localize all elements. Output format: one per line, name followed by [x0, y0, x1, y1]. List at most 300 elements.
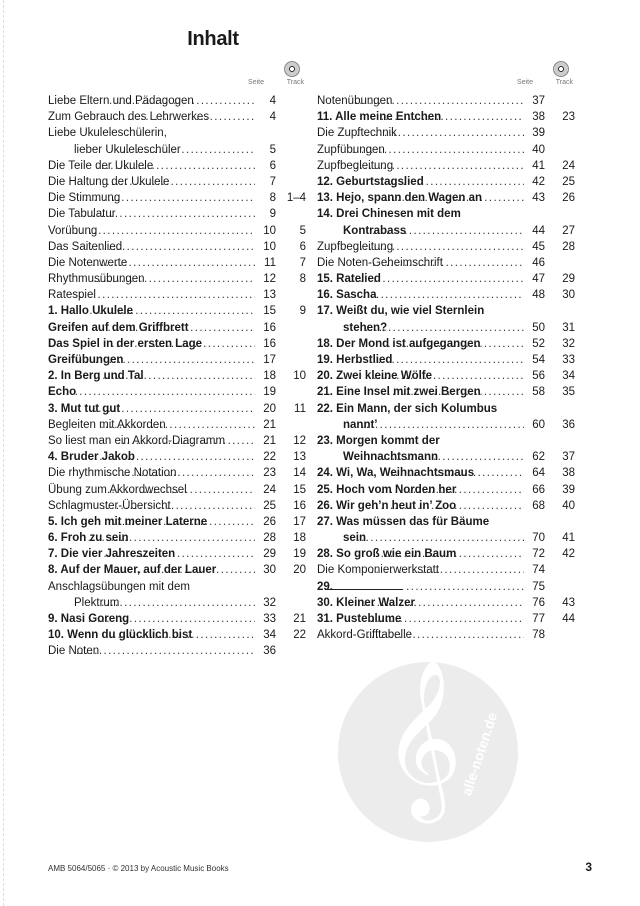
entry-track: 44 [562, 613, 575, 625]
entry-track: 24 [562, 159, 575, 172]
dot-leader [365, 320, 524, 336]
toc-entry [317, 320, 575, 336]
entry-title: 17. Weißt du, wie viel Sternlein [317, 305, 485, 318]
entry-track: 41 [562, 532, 575, 545]
toc-entry [317, 190, 575, 206]
entry-page: 39 [532, 127, 545, 140]
toc-entry [317, 287, 575, 303]
entry-title: Greifen auf dem Griffbrett [48, 321, 189, 334]
dot-leader [362, 627, 524, 643]
dot-leader [75, 223, 255, 239]
dot-leader [85, 239, 255, 255]
entry-title: 23. Morgen kommt der [317, 434, 440, 447]
toc-entry [48, 384, 306, 400]
entry-page: 36 [263, 645, 276, 658]
entry-title: Echo [48, 386, 77, 399]
entry-page: 4 [269, 95, 276, 107]
entry-title: 8. Auf der Mauer, auf der Lauer [48, 564, 217, 577]
entry-title: 9. Nasi Goreng [48, 613, 130, 625]
toc-entry [317, 449, 575, 465]
entry-track: 5 [299, 224, 306, 237]
entry-track: 20 [293, 564, 306, 577]
toc-entry [317, 336, 575, 352]
toc-entry [48, 465, 306, 481]
entry-page: 19 [263, 386, 276, 399]
entry-page: 30 [263, 564, 276, 577]
entry-title: stehen? [343, 321, 388, 334]
dot-leader [361, 417, 524, 433]
entry-title: 6. Froh zu sein [48, 532, 129, 545]
entry-title: 16. Sascha [317, 289, 377, 302]
cd-icon [553, 61, 569, 77]
entry-page: 22 [263, 451, 276, 464]
entry-track: 26 [562, 192, 575, 205]
entry-page: 28 [263, 532, 276, 545]
entry-track: 31 [562, 321, 575, 334]
page-number: 3 [585, 860, 592, 874]
dot-leader [117, 433, 255, 449]
dot-leader [355, 239, 524, 255]
entry-track: 43 [562, 596, 575, 609]
entry-title: 13. Hejo, spann den Wagen an [317, 192, 483, 205]
dot-leader [109, 93, 255, 109]
toc-entry [48, 239, 306, 255]
dot-leader [383, 384, 524, 400]
toc-entry [317, 368, 575, 384]
entry-title: 22. Ein Mann, der sich Kolumbus [317, 402, 498, 415]
dot-leader [369, 368, 524, 384]
entry-page: 43 [532, 192, 545, 205]
dot-leader [89, 303, 255, 319]
entry-track: 1–4 [286, 192, 306, 205]
dot-leader [97, 595, 255, 611]
toc-entry [48, 174, 306, 190]
entry-title: Anschlagsübungen mit dem [48, 580, 190, 593]
toc-entry [48, 303, 306, 319]
dot-leader [117, 142, 255, 158]
entry-title: 28. So groß wie ein Baum [317, 548, 457, 561]
entry-title: Die Noten [48, 645, 100, 658]
dot-leader [85, 190, 256, 206]
toc-entry [317, 611, 575, 627]
entry-page: 13 [263, 289, 276, 302]
dot-leader [104, 465, 255, 481]
entry-page: 24 [263, 483, 276, 496]
entry-page: 26 [263, 515, 276, 528]
entry-track: 17 [293, 515, 306, 528]
toc-entry [48, 287, 306, 303]
entry-page: 62 [532, 451, 545, 464]
dot-leader [381, 465, 524, 481]
toc-entry [48, 595, 306, 611]
entry-track: 22 [293, 629, 306, 642]
entry-track: 25 [562, 175, 575, 188]
dot-leader [102, 174, 255, 190]
entry-title: Die Haltung der Ukulele [48, 175, 170, 188]
dot-leader [356, 530, 524, 546]
entry-title: Die Teile der Ukulele [48, 159, 154, 172]
dot-leader [371, 562, 524, 578]
toc-entry [317, 239, 575, 255]
dot-leader [111, 336, 255, 352]
toc-entry [48, 579, 306, 595]
entry-page: 52 [532, 337, 545, 350]
dot-leader [383, 336, 524, 352]
watermark [338, 659, 518, 842]
toc-entry [48, 109, 306, 125]
entry-page: 7 [269, 175, 276, 188]
entry-page: 21 [263, 434, 276, 447]
entry-page: 56 [532, 370, 545, 383]
entry-page: 50 [532, 321, 545, 334]
entry-page: 11 [264, 256, 276, 269]
dot-leader [363, 595, 524, 611]
entry-page: 70 [532, 532, 545, 545]
entry-title: Kontrabass [343, 224, 407, 237]
dot-leader [406, 579, 524, 595]
toc-entry [48, 271, 306, 287]
entry-title: Zupfbegleitung [317, 159, 394, 172]
dot-leader [76, 643, 255, 659]
entry-page: 41 [532, 159, 545, 172]
toc-entry [48, 482, 306, 498]
toc-entry [317, 433, 575, 449]
entry-page: 44 [532, 224, 545, 237]
dot-leader [100, 417, 255, 433]
entry-page: 34 [263, 629, 276, 642]
entry-title: 27. Was müssen das für Bäume [317, 515, 490, 528]
dot-leader [102, 498, 255, 514]
toc-entry [48, 336, 306, 352]
toc-entry [48, 93, 306, 109]
entry-track: 42 [562, 548, 575, 561]
dot-leader [372, 255, 524, 271]
dot-leader [66, 384, 256, 400]
entry-title: 29. [317, 580, 333, 593]
entry-track: 9 [299, 305, 306, 318]
dot-leader [355, 93, 524, 109]
toc-entry [317, 465, 575, 481]
entry-page: 77 [532, 613, 545, 625]
entry-title: Weihnachtsmann [343, 451, 438, 464]
toc-entry [317, 595, 575, 611]
toc-entry [317, 109, 575, 125]
toc-entry [48, 627, 306, 643]
entry-page: 47 [532, 273, 545, 286]
toc-entry [317, 546, 575, 562]
toc-entry [48, 190, 306, 206]
entry-title: Notenübungen [317, 95, 393, 107]
entry-title: 4. Bruder Jakob [48, 451, 135, 464]
entry-track: 10 [293, 370, 306, 383]
entry-track: 34 [562, 370, 575, 383]
entry-page: 48 [532, 289, 545, 302]
entry-page: 8 [269, 192, 276, 205]
entry-page: 4 [269, 111, 276, 124]
entry-title: Akkord-Grifftabelle [317, 629, 413, 642]
entry-title: 18. Der Mond ist aufgegangen [317, 337, 481, 350]
entry-page: 5 [269, 143, 276, 156]
entry-track: 39 [562, 483, 575, 496]
dot-leader [88, 530, 255, 546]
entry-title: Die Zupftechnik [317, 127, 397, 140]
entry-track: 36 [562, 418, 575, 431]
entry-title: 3. Mut tut gut [48, 402, 121, 415]
entry-track: 33 [562, 354, 575, 366]
toc-entry [317, 125, 575, 141]
entry-page: 18 [263, 370, 276, 383]
toc-entry [48, 352, 306, 368]
entry-track: 11 [294, 402, 306, 415]
toc-entry [317, 579, 575, 595]
dot-leader [383, 190, 524, 206]
dot-leader [366, 174, 524, 190]
entry-track: 14 [293, 467, 306, 480]
entry-track: 28 [562, 240, 575, 253]
toc-entry [317, 498, 575, 514]
entry-title: So liest man ein Akkord-Diagramm [48, 434, 226, 447]
entry-page: 16 [263, 337, 276, 350]
track-header: Track [286, 79, 304, 86]
entry-title: 11. Alle meine Entchen [317, 111, 442, 124]
toc-entry [317, 352, 575, 368]
entry-title: Das Saitenlied [48, 240, 123, 253]
toc-entry [317, 401, 575, 417]
toc-entry [48, 514, 306, 530]
treble-clef-icon: 𝄞 [382, 659, 463, 817]
toc-entry [48, 142, 306, 158]
entry-title: Rhythmusübungen [48, 273, 145, 286]
entry-title: Die Notenwerte [48, 256, 128, 269]
entry-title: 31. Pusteblume [317, 613, 402, 625]
entry-page: 38 [532, 111, 545, 124]
page-edge [3, 0, 4, 906]
entry-title: 12. Geburtstagslied [317, 175, 424, 188]
toc-entry [48, 433, 306, 449]
toc-entry [48, 562, 306, 578]
toc-entry [317, 384, 575, 400]
toc-entry [317, 255, 575, 271]
entry-page: 9 [269, 208, 276, 221]
toc-entry [317, 206, 575, 222]
toc-entry [317, 530, 575, 546]
entry-title: Zum Gebrauch des Lehrwerkes [48, 111, 210, 124]
entry-page: 33 [263, 613, 276, 625]
toc-entry [48, 417, 306, 433]
entry-title: nannt’ [343, 418, 378, 431]
dot-leader [108, 627, 255, 643]
toc-entry [48, 498, 306, 514]
entry-page: 42 [532, 175, 545, 188]
entry-title: 5. Ich geh mit meiner Laterne [48, 515, 208, 528]
entry-page: 54 [532, 354, 545, 366]
entry-page: 76 [532, 596, 545, 609]
entry-title: 2. In Berg und Tal [48, 370, 144, 383]
entry-track: 12 [293, 434, 306, 447]
entry-title: 14. Drei Chinesen mit dem [317, 208, 461, 221]
entry-title: Die Stimmung [48, 192, 121, 205]
entry-page: 60 [532, 418, 545, 431]
entry-title: Die Noten-Geheimschrift [317, 256, 443, 269]
dot-leader [115, 562, 255, 578]
entry-title: Die Tabulatur [48, 208, 116, 221]
dot-leader [355, 158, 524, 174]
entry-title: 10. Wenn du glücklich bist [48, 629, 193, 642]
entry-page: 6 [269, 159, 276, 172]
entry-page: 29 [263, 548, 276, 561]
toc-entry [48, 611, 306, 627]
toc-right-column [317, 79, 575, 643]
entry-track: 40 [562, 499, 575, 512]
entry-track: 16 [293, 499, 306, 512]
entry-page: 45 [532, 240, 545, 253]
entry-track: 6 [299, 240, 306, 253]
entry-page: 17 [263, 354, 276, 366]
entry-title: Übung zum Akkordwechsel [48, 483, 187, 496]
toc-entry [317, 482, 575, 498]
entry-title: 26. Wir geh’n heut in’ Zoo [317, 499, 457, 512]
blank-title-line [325, 579, 403, 590]
cd-icon [284, 61, 300, 77]
entry-page: 78 [532, 629, 545, 642]
entry-page: 75 [532, 580, 545, 593]
dot-leader [372, 223, 524, 239]
dot-leader [348, 287, 524, 303]
entry-page: 74 [532, 564, 545, 577]
entry-track: 21 [293, 613, 306, 625]
dot-leader [90, 449, 255, 465]
entry-page: 46 [532, 256, 545, 269]
entry-page: 21 [263, 418, 276, 431]
entry-track: 27 [562, 224, 575, 237]
entry-title: 30. Kleiner Walzer [317, 596, 416, 609]
dot-leader [88, 611, 255, 627]
toc-entry [48, 125, 306, 141]
entry-page: 25 [263, 499, 276, 512]
entry-title: Die rhythmische Notation [48, 467, 177, 480]
entry-page: 20 [263, 402, 276, 415]
entry-track: 15 [293, 483, 306, 496]
toc-entry [48, 449, 306, 465]
dot-leader [87, 255, 255, 271]
dot-leader [93, 368, 255, 384]
entry-track: 7 [299, 256, 306, 269]
toc-entry [48, 158, 306, 174]
entry-page: 10 [263, 224, 276, 237]
dot-leader [84, 401, 255, 417]
entry-page: 66 [532, 483, 545, 496]
entry-track: 35 [562, 386, 575, 399]
entry-title: 20. Zwei kleine Wölfe [317, 370, 433, 383]
entry-track: 19 [293, 548, 306, 561]
entry-title: 24. Wi, Wa, Weihnachtsmaus [317, 467, 475, 480]
entry-page: 32 [263, 596, 276, 609]
toc-entry [48, 223, 306, 239]
entry-title: 19. Herbstlied [317, 354, 393, 366]
toc-entry [317, 627, 575, 643]
dot-leader [103, 546, 255, 562]
entry-track: 37 [562, 451, 575, 464]
entry-page: 15 [263, 305, 276, 318]
toc-entry [48, 643, 306, 659]
toc-entry [317, 93, 575, 109]
dot-leader [93, 271, 255, 287]
toc-entry [48, 368, 306, 384]
entry-track: 30 [562, 289, 575, 302]
dot-leader [350, 271, 524, 287]
toc-entry [48, 530, 306, 546]
dot-leader [83, 206, 255, 222]
entry-title: Begleiten mit Akkorden [48, 418, 166, 431]
entry-title: Ratespiel [48, 289, 96, 302]
dot-leader [96, 158, 255, 174]
dot-leader [376, 482, 524, 498]
entry-title: Zupfbegleitung [317, 240, 394, 253]
dot-leader [107, 320, 255, 336]
page-header: Seite [248, 79, 264, 86]
entry-title: Liebe Eltern und Pädagogen [48, 95, 194, 107]
footer-copyright: AMB 5064/5065 · © 2013 by Acoustic Music Books [48, 864, 229, 873]
entry-title: Greifübungen [48, 354, 124, 366]
toc-entry [48, 255, 306, 271]
dot-leader [107, 482, 255, 498]
entry-title: lieber Ukuleleschüler [74, 143, 181, 156]
entry-title: 1. Hallo Ukulele [48, 305, 134, 318]
track-header: Track [555, 79, 573, 86]
entry-title: 25. Hoch vom Norden her [317, 483, 457, 496]
toc-entry [317, 303, 575, 319]
toc-left-column [48, 79, 306, 660]
entry-title: 7. Die vier Jahreszeiten [48, 548, 176, 561]
dot-leader [376, 546, 524, 562]
entry-title: Vorübung [48, 224, 98, 237]
toc-entry [317, 158, 575, 174]
dot-leader [355, 352, 524, 368]
dot-leader [86, 352, 255, 368]
entry-page: 12 [263, 273, 276, 286]
entry-title: Schlagmuster-Übersicht [48, 499, 171, 512]
entry-title: Die Komponierwerkstatt [317, 564, 440, 577]
dot-leader [372, 109, 524, 125]
entry-page: 23 [263, 467, 276, 480]
toc-entry [317, 417, 575, 433]
entry-track: 32 [562, 337, 575, 350]
toc-entry [317, 271, 575, 287]
page-title: Inhalt [187, 28, 239, 50]
entry-page: 64 [532, 467, 545, 480]
entry-track: 29 [562, 273, 575, 286]
toc-entry [317, 562, 575, 578]
entry-title: Das Spiel in der ersten Lage [48, 337, 203, 350]
toc-entry [48, 206, 306, 222]
toc-entry [48, 401, 306, 417]
entry-page: 37 [532, 95, 545, 107]
entry-title: 21. Eine Insel mit zwei Bergen [317, 386, 481, 399]
entry-title: sein [343, 532, 367, 545]
entry-page: 72 [532, 548, 545, 561]
toc-entry [317, 223, 575, 239]
entry-title: 15. Ratelied [317, 273, 381, 286]
entry-track: 18 [293, 532, 306, 545]
dot-leader [75, 287, 255, 303]
entry-track: 13 [293, 451, 306, 464]
toc-entry [317, 514, 575, 530]
dot-leader [376, 498, 524, 514]
entry-track: 38 [562, 467, 575, 480]
entry-page: 16 [263, 321, 276, 334]
entry-page: 40 [532, 143, 545, 156]
entry-track: 23 [562, 111, 575, 124]
